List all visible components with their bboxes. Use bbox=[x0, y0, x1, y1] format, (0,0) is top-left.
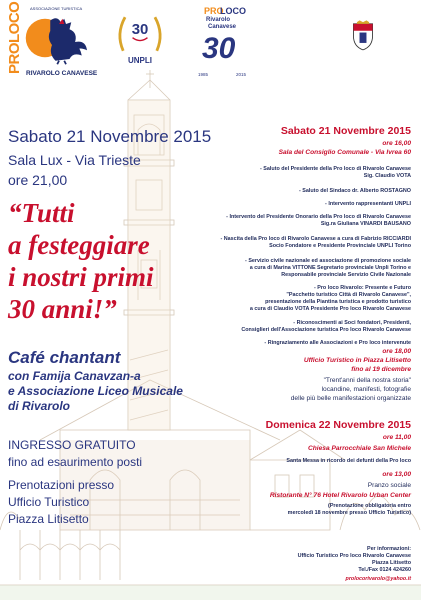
mass-text: Santa Messa in ricordo dei defunti della Pro loco bbox=[286, 458, 411, 464]
location-3: Chiesa Parrocchiale San Michele bbox=[308, 445, 411, 452]
program-item-line: Socio Fondatore e Presidente Provinciale UNPLI Torino bbox=[269, 243, 411, 249]
info-line-5: Piazza Litisetto bbox=[8, 512, 89, 526]
location-1: Sala del Consiglio Comunale - Via Ivrea 60 bbox=[278, 149, 411, 156]
coat-of-arms-icon bbox=[350, 20, 376, 52]
time-1100: ore 11,00 bbox=[382, 434, 411, 441]
year-end: 2015 bbox=[236, 72, 247, 77]
restaurant-text: Ristorante N° 76 Hotel Rivarolo Urban Center bbox=[269, 492, 411, 499]
day2-title: Domenica 22 Novembre 2015 bbox=[265, 419, 411, 431]
unpli-logo bbox=[110, 6, 170, 72]
program-item-line: Sig.ra Giuliana VINARDI BAUSANO bbox=[320, 221, 411, 227]
program-item-line: - Nascita della Pro loco di Rivarolo Canavese a cura di Fabrizio RICCIARDI bbox=[220, 236, 411, 242]
proloco2-line2: LOCO bbox=[220, 6, 246, 16]
cafe-line-2: e Associazione Liceo Musicale bbox=[8, 384, 183, 398]
laurel-icon bbox=[110, 6, 170, 62]
program-item-line: - Servizio civile nazionale ed associazione di promozione sociale bbox=[245, 258, 411, 264]
program-item-line: Responsabile provinciale Servizio Civile Nazionale bbox=[281, 272, 411, 278]
location-2: Ufficio Turistico in Piazza Litisetto bbox=[303, 357, 411, 364]
event-date: Sabato 21 Novembre 2015 bbox=[8, 127, 212, 146]
program-item-line: a cura di Marina VITTONE Segretario provinciale Unpli Torino e bbox=[249, 265, 411, 271]
proloco-logo bbox=[6, 1, 98, 82]
proloco-30-logo bbox=[196, 4, 260, 82]
cafe-line-3: di Rivarolo bbox=[8, 399, 71, 413]
unpli-label: UNPLI bbox=[128, 56, 152, 65]
proloco-vertical-text: PROLOCO bbox=[6, 1, 23, 74]
program-item-line: - Intervento del Presidente Onorario della Pro loco di Rivarolo Canavese bbox=[226, 214, 411, 220]
until-date: fino al 19 dicembre bbox=[351, 366, 411, 373]
slogan-line-3: i nostri primi bbox=[8, 262, 154, 292]
proloco2-line4: Canavese bbox=[208, 24, 237, 30]
info-line-3: Prenotazioni presso bbox=[8, 478, 115, 492]
contacts-email[interactable]: prolocorivarolo@yahoo.it bbox=[345, 576, 411, 582]
booking-line-1: (Prenotazione obbligatoria entro bbox=[328, 503, 411, 509]
program-item-line: - Riconoscimenti ai Soci fondatori, Presidenti, bbox=[293, 320, 411, 326]
time-1600: ore 16,00 bbox=[382, 140, 411, 147]
header-logos bbox=[0, 0, 421, 84]
day1-title: Sabato 21 Novembre 2015 bbox=[280, 125, 411, 137]
rooster-icon bbox=[24, 10, 94, 66]
time-1800: ore 18,00 bbox=[382, 348, 411, 355]
cafe-line-1: con Famija Canavzan-a bbox=[8, 369, 141, 383]
event-time: ore 21,00 bbox=[8, 172, 68, 188]
association-small-text: ASSOCIAZIONE TURISTICA bbox=[30, 6, 83, 11]
time-1300: ore 13,00 bbox=[382, 471, 411, 478]
town-text: RIVAROLO CANAVESE bbox=[26, 70, 98, 77]
contacts-line-1: Ufficio Turistico Pro loco Rivarolo Canavese bbox=[297, 553, 411, 559]
booking-line-2: mercoledì 18 novembre presso Ufficio Turistico) bbox=[287, 510, 411, 516]
exhibit-line-3: delle più belle manifestazioni organizzate bbox=[290, 395, 411, 402]
program-item-line: - Saluto del Presidente della Pro loco di Rivarolo Canavese bbox=[260, 166, 411, 172]
contacts-title: Per informazioni: bbox=[366, 546, 411, 552]
exhibit-line-1: "Trent'anni della nostra storia" bbox=[323, 377, 411, 384]
slogan-line-1: “Tutti bbox=[8, 198, 75, 228]
exhibit-line-2: locandine, manifesti, fotografie bbox=[321, 386, 411, 393]
program-item-line: Sig. Claudio VOTA bbox=[363, 173, 411, 179]
year-start: 1985 bbox=[198, 72, 209, 77]
program-item-line: "Pacchetto turistico Città di Rivarolo Canavese", bbox=[286, 292, 411, 298]
program-item-line: - Saluto del Sindaco dr. Alberto ROSTAGNO bbox=[298, 188, 411, 194]
slogan-line-2: a festeggiare bbox=[8, 230, 150, 260]
proloco2-line3: Rivarolo bbox=[206, 17, 231, 23]
slogan-line-4: 30 anni!” bbox=[8, 294, 117, 324]
program-item-line: - Intervento rappresentanti UNPLI bbox=[325, 201, 411, 207]
info-line-2: fino ad esaurimento posti bbox=[8, 455, 143, 469]
event-venue: Sala Lux - Via Trieste bbox=[8, 152, 141, 168]
program-item-line: Consiglieri dell'Associazione turistica Pro loco Rivarolo Canavese bbox=[241, 327, 411, 333]
program-item-line: - Pro loco Rivarolo: Presente e Futuro bbox=[313, 285, 411, 291]
svg-text:30: 30 bbox=[131, 21, 149, 38]
info-line-1: INGRESSO GRATUITO bbox=[8, 438, 136, 452]
info-line-4: Ufficio Turistico bbox=[8, 495, 90, 509]
lunch-text: Pranzo sociale bbox=[367, 482, 411, 489]
proloco2-line1: PRO bbox=[204, 6, 224, 16]
contacts-line-3: Tel./Fax 0124 424260 bbox=[358, 567, 411, 573]
anniversary-number: 30 bbox=[202, 32, 236, 65]
cafe-title: Café chantant bbox=[8, 348, 121, 367]
program-item-line: presentazione della Piantina turistica e prodotto turistico bbox=[265, 299, 411, 305]
program-item-line: - Ringraziamento alle Associazioni e Pro loco intervenute bbox=[264, 340, 411, 346]
program-item-line: a cura di Claudio VOTA Presidente Pro loco Rivarolo Canavese bbox=[249, 306, 411, 312]
contacts-line-2: Piazza Litisetto bbox=[372, 560, 411, 566]
